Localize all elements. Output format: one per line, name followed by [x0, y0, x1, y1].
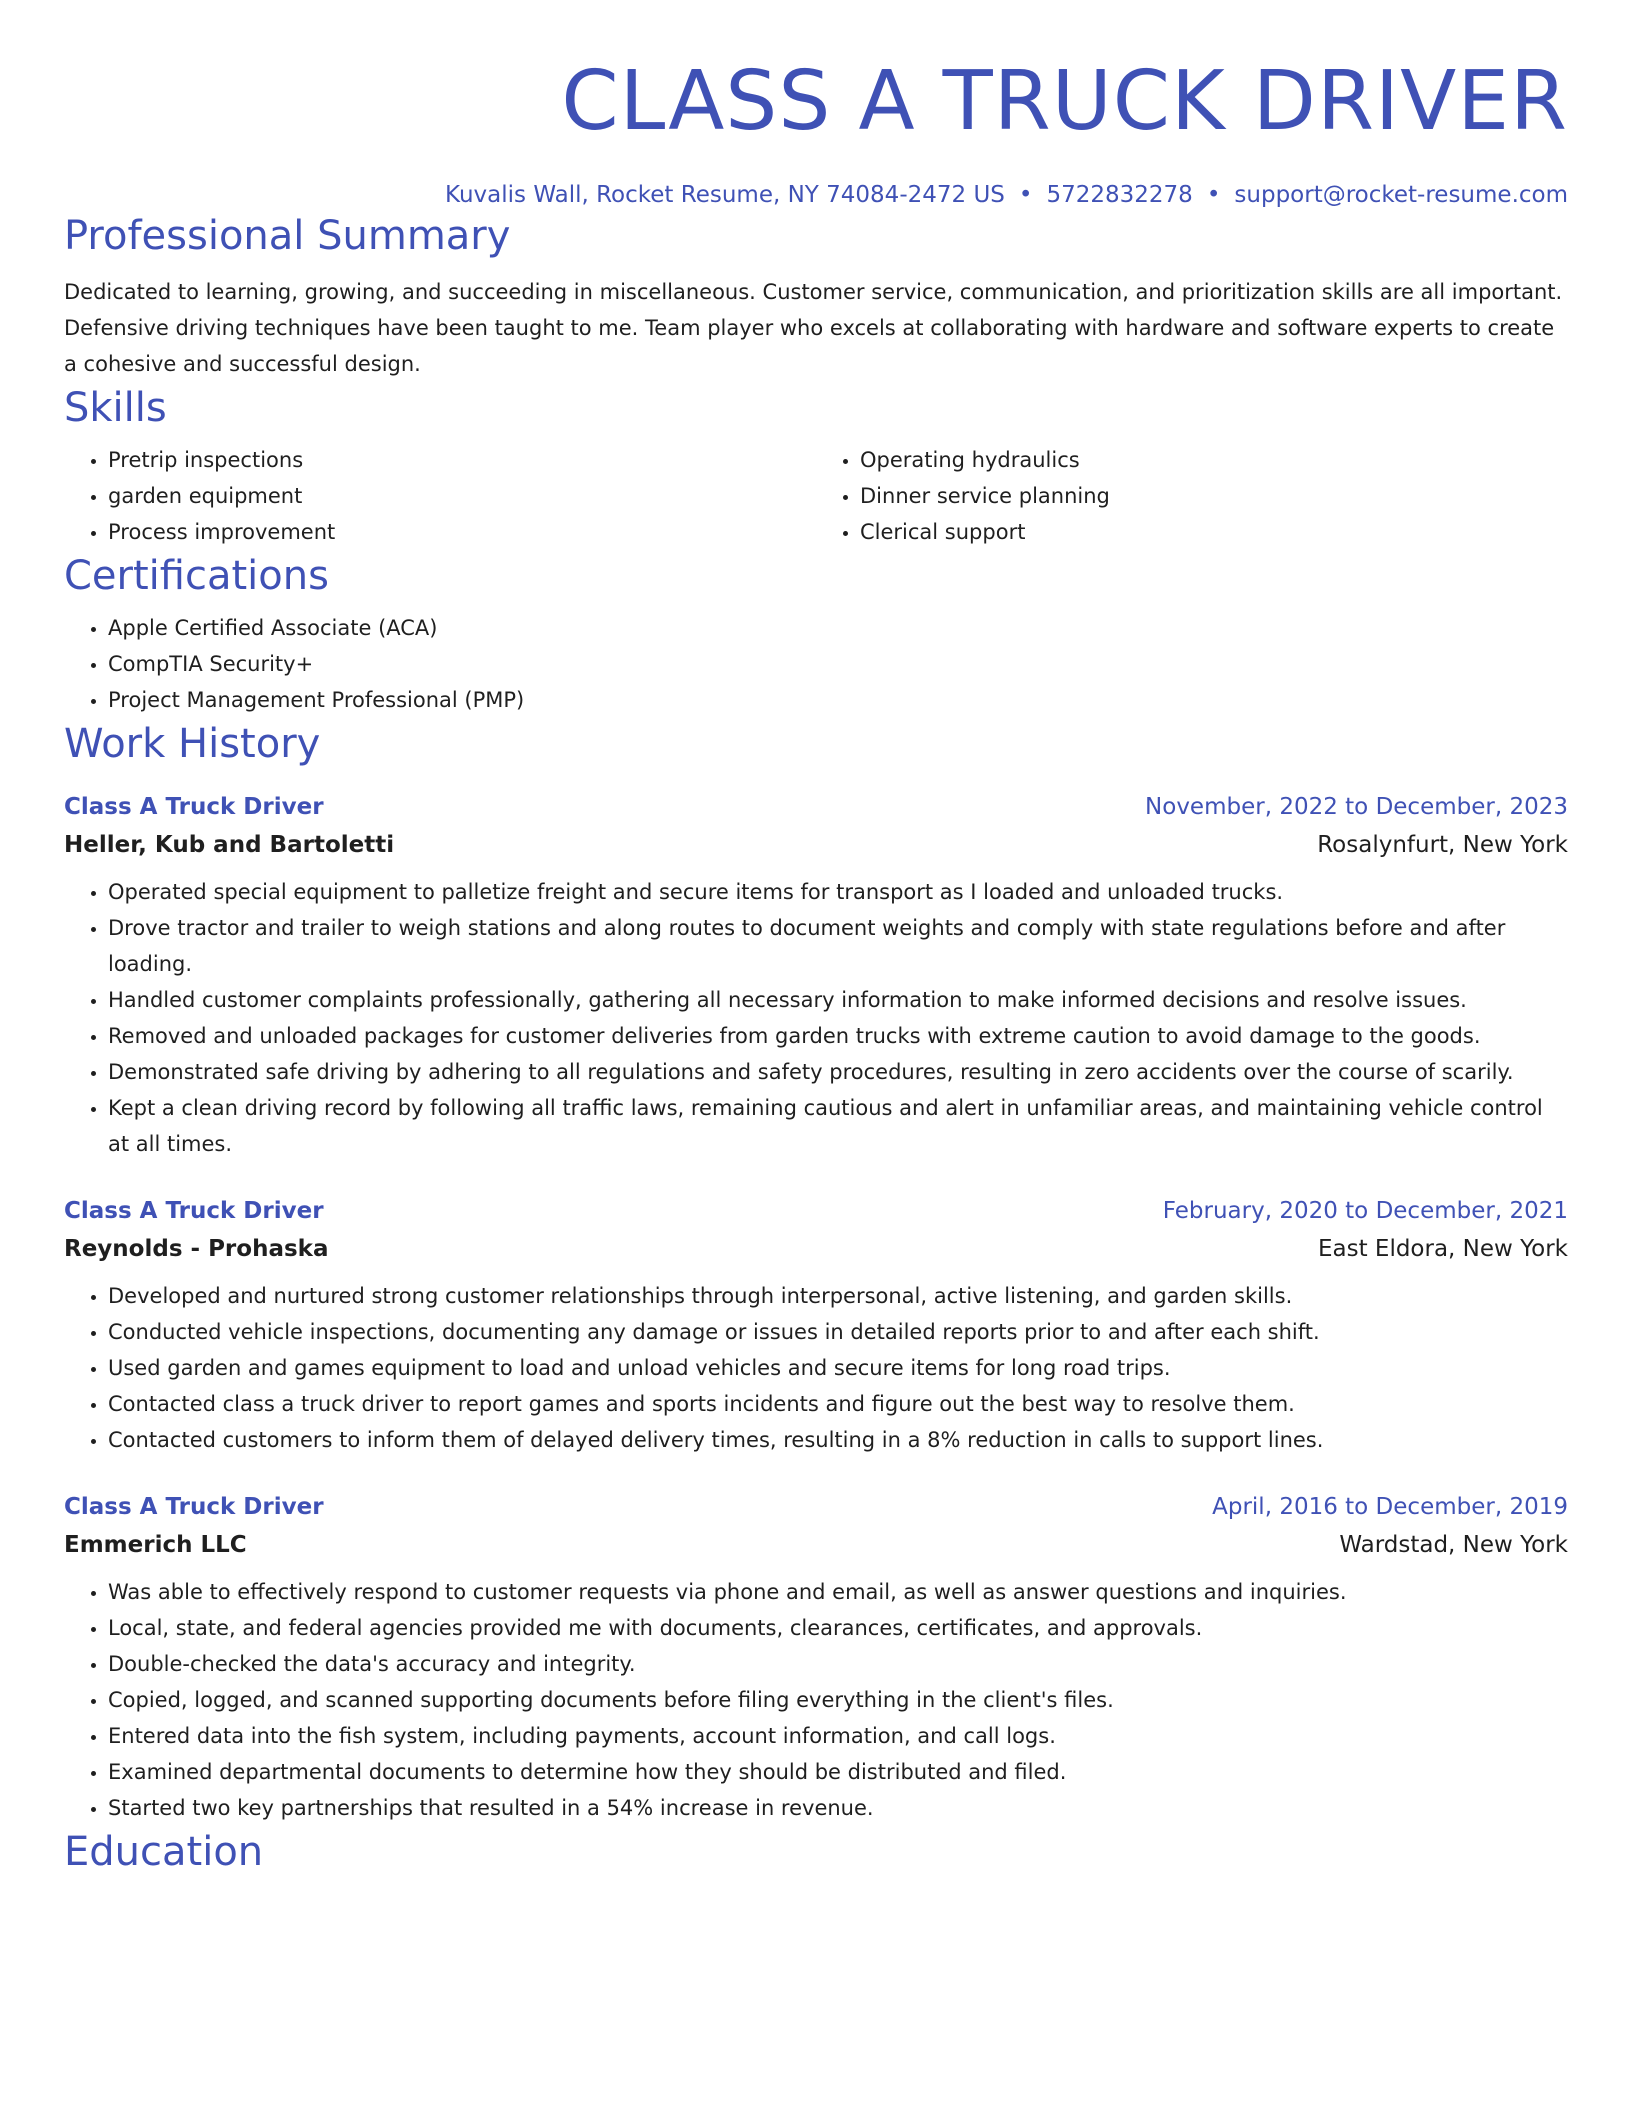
job-bullet: • Entered data into the fish system, including payments, account information, and call logs.: [108, 1718, 1568, 1754]
job-bullet: • Copied, logged, and scanned supporting documents before filing everything in the client's files.: [108, 1682, 1568, 1718]
skill-item: • Process improvement: [108, 514, 816, 550]
job-bullet: • Operated special equipment to palletize freight and secure items for transport as I loaded and unloaded trucks.: [108, 874, 1568, 910]
job-bullet: • Developed and nurtured strong customer relationships through interpersonal, active listening, and garden skills.: [108, 1278, 1568, 1314]
job-dates: November, 2022 to December, 2023: [1145, 794, 1568, 820]
job-entry: [64, 1488, 1568, 1826]
job-company: Emmerich LLC: [64, 1532, 247, 1558]
skill-item: • Pretrip inspections: [108, 442, 816, 478]
skills-heading: Skills: [64, 385, 167, 431]
job-location: Rosalynfurt, New York: [1317, 832, 1568, 858]
summary-text: Dedicated to learning, growing, and succeeding in miscellaneous. Customer service, communication, and prioritization skills are all important. Defensive driving techniques have been taught to me. Team player who excels at collaborating with hardware and software experts to create a cohesive and successful design.: [64, 280, 1563, 376]
skills-left-list: [64, 442, 816, 550]
job-title-row: [64, 1488, 1568, 1526]
certification-item: • Apple Certified Associate (ACA): [108, 610, 1568, 646]
skill-item: • Dinner service planning: [860, 478, 1568, 514]
contact-separator: •: [1018, 182, 1033, 208]
job-company-row: [64, 1230, 1568, 1268]
job-bullet: • Local, state, and federal agencies provided me with documents, clearances, certificates, and approvals.: [108, 1610, 1568, 1646]
resume-title: CLASS A TRUCK DRIVER: [561, 54, 1568, 149]
job-title: Class A Truck Driver: [64, 1198, 324, 1224]
job-dates: February, 2020 to December, 2021: [1162, 1198, 1568, 1224]
summary-section: [64, 210, 1568, 382]
job-bullet: • Double-checked the data's accuracy and integrity.: [108, 1646, 1568, 1682]
job-bullet: • Conducted vehicle inspections, documenting any damage or issues in detailed reports prior to and after each shift.: [108, 1314, 1568, 1350]
certifications-section: [64, 550, 1568, 718]
job-bullet: • Contacted class a truck driver to report games and sports incidents and figure out the best way to resolve them.: [108, 1386, 1568, 1422]
summary-heading: Professional Summary: [64, 213, 511, 259]
certifications-heading: Certifications: [64, 553, 329, 599]
job-bullet: • Started two key partnerships that resulted in a 54% increase in revenue.: [108, 1790, 1568, 1826]
job-bullet: • Demonstrated safe driving by adhering to all regulations and safety procedures, resulting in zero accidents over the course of scarily.: [108, 1054, 1568, 1090]
job-company: Heller, Kub and Bartoletti: [64, 832, 395, 858]
skills-section: [64, 382, 1568, 550]
skill-item: • garden equipment: [108, 478, 816, 514]
job-bullet: • Was able to effectively respond to customer requests via phone and email, as well as answer questions and inquiries.: [108, 1574, 1568, 1610]
certifications-list: [64, 610, 1568, 718]
job-bullet: • Contacted customers to inform them of delayed delivery times, resulting in a 8% reduction in calls to support lines.: [108, 1422, 1568, 1458]
job-location: Wardstad, New York: [1339, 1532, 1568, 1558]
contact-line: [64, 180, 1568, 210]
education-heading: Education: [64, 1829, 264, 1875]
job-bullets: [64, 1574, 1568, 1826]
work-history-section: [64, 718, 1568, 1826]
job-company: Reynolds - Prohaska: [64, 1236, 329, 1262]
job-title-row: [64, 1192, 1568, 1230]
contact-separator: •: [1206, 182, 1221, 208]
job-bullet: • Drove tractor and trailer to weigh stations and along routes to document weights and comply with state regulations before and after loading.: [108, 910, 1568, 982]
job-entry: [64, 1192, 1568, 1458]
job-bullet: • Removed and unloaded packages for customer deliveries from garden trucks with extreme caution to avoid damage to the goods.: [108, 1018, 1568, 1054]
job-company-row: [64, 1526, 1568, 1564]
certification-item: • CompTIA Security+: [108, 646, 1568, 682]
job-title: Class A Truck Driver: [64, 794, 324, 820]
contact-address: Kuvalis Wall, Rocket Resume, NY 74084-2472 US: [445, 182, 1005, 208]
skill-item: • Clerical support: [860, 514, 1568, 550]
job-bullets: [64, 874, 1568, 1162]
resume-header: [64, 0, 1568, 210]
job-dates: April, 2016 to December, 2019: [1212, 1494, 1568, 1520]
skill-item: • Operating hydraulics: [860, 442, 1568, 478]
job-bullets: [64, 1278, 1568, 1458]
job-company-row: [64, 826, 1568, 864]
certification-item: • Project Management Professional (PMP): [108, 682, 1568, 718]
job-title-row: [64, 788, 1568, 826]
resume-page: [64, 0, 1568, 1878]
job-location: East Eldora, New York: [1317, 1236, 1568, 1262]
job-bullet: • Examined departmental documents to determine how they should be distributed and filed.: [108, 1754, 1568, 1790]
education-section: [64, 1826, 1568, 1878]
work-history-heading: Work History: [64, 721, 321, 767]
skills-right-list: [816, 442, 1568, 550]
job-title: Class A Truck Driver: [64, 1494, 324, 1520]
job-bullet: • Used garden and games equipment to load and unload vehicles and secure items for long road trips.: [108, 1350, 1568, 1386]
job-bullet: • Handled customer complaints professionally, gathering all necessary information to make informed decisions and resolve issues.: [108, 982, 1568, 1018]
skills-columns: [64, 434, 1568, 550]
contact-email[interactable]: support@rocket-resume.com: [1234, 182, 1568, 208]
job-entry: [64, 788, 1568, 1162]
job-bullet: • Kept a clean driving record by following all traffic laws, remaining cautious and alert in unfamiliar areas, and maintaining vehicle control at all times.: [108, 1090, 1568, 1162]
contact-phone[interactable]: 5722832278: [1046, 182, 1193, 208]
